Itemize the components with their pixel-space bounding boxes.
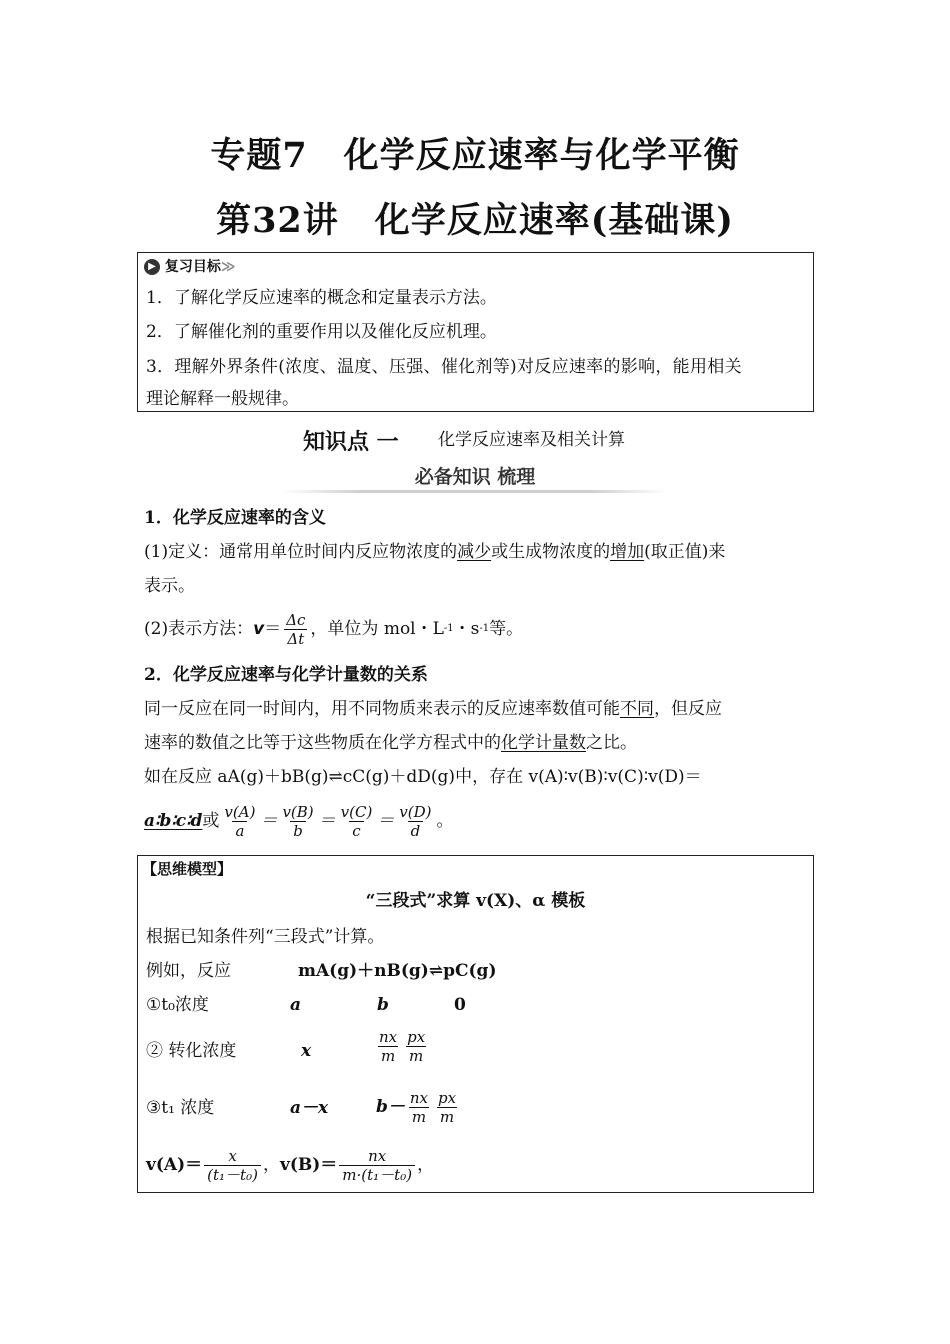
- fraction-numerator: Δc: [286, 610, 306, 629]
- knowledge-point-title: 化学反应速率及相关计算: [438, 430, 625, 450]
- s2-line1-prefix: 同一反应在同一时间内，用不同物质来表示的反应速率数值可能: [144, 699, 620, 719]
- frac-num: v(A): [224, 802, 256, 821]
- def-suffix: (取正值)来: [644, 542, 726, 562]
- model-title: “三段式”求算 v(X)、α 模板: [365, 891, 586, 911]
- frac-num: v(C): [340, 802, 373, 821]
- double-chevron-icon: ≫: [220, 259, 236, 275]
- s2-line1-suffix: ，但反应: [654, 699, 722, 719]
- row2-b: [374, 1028, 430, 1065]
- def-blank-increase: 增加: [610, 542, 645, 562]
- frac-den: a: [232, 821, 247, 840]
- frac-den: m·(t₁－t₀): [339, 1165, 415, 1184]
- section2-line-2: [144, 731, 637, 755]
- row3-label: ③t₁ 浓度: [146, 1098, 215, 1118]
- frac-den: m: [406, 1046, 426, 1065]
- equals-sign: ＝: [264, 619, 282, 639]
- frac-den: m: [437, 1107, 457, 1126]
- review-item-1: 1．了解化学反应速率的概念和定量表示方法。: [146, 288, 497, 308]
- frac-den: (t₁－t₀): [204, 1165, 261, 1184]
- definition-line: [144, 540, 725, 564]
- frac-equals: ＝: [377, 811, 395, 831]
- row1-label: ①t₀浓度: [146, 995, 209, 1015]
- lesson-title: 第32讲 化学反应速率(基础课): [216, 200, 734, 241]
- section2-line-1: [144, 697, 722, 721]
- frac-num: nx: [368, 1146, 387, 1165]
- example-equation: mA(g)＋nB(g)⇌pC(g): [298, 961, 497, 981]
- row1-a: a: [290, 995, 302, 1015]
- frac-den: c: [349, 821, 363, 840]
- s2-line2-prefix: 速率的数值之比等于这些物质在化学方程式中的: [144, 733, 501, 753]
- s2-blank-different: 不同: [620, 699, 654, 719]
- thinking-model-box: [137, 855, 814, 1193]
- vB-fraction: [339, 1147, 415, 1184]
- ratio-end: 。: [436, 811, 454, 831]
- vA-label: v(A)＝: [146, 1155, 203, 1175]
- def-prefix: (1)定义：通常用单位时间内反应物浓度的: [144, 542, 458, 562]
- frac-equals: ＝: [260, 811, 278, 831]
- row2-b-fraction: [376, 1028, 400, 1065]
- fraction-vA-a: [221, 803, 258, 840]
- rate-symbol: v: [253, 619, 265, 639]
- frac-num: nx: [409, 1088, 429, 1107]
- section2-heading: 2．化学反应速率与化学计量数的关系: [144, 665, 428, 685]
- vB-label: v(B)＝: [279, 1155, 338, 1175]
- frac-num: v(B): [282, 802, 314, 821]
- review-item-3-cont: 理论解释一般规律。: [146, 389, 299, 409]
- review-label-text: 复习目标: [164, 259, 221, 275]
- row1-c: 0: [454, 995, 466, 1015]
- fraction-denominator: Δt: [284, 629, 307, 648]
- frac-num: nx: [379, 1028, 398, 1046]
- review-item-2: 2．了解催化剂的重要作用以及催化反应机理。: [146, 322, 497, 342]
- rate-fraction: [283, 611, 308, 648]
- fraction-vD-d: [396, 803, 434, 840]
- frac-den: b: [290, 821, 306, 840]
- s2-blank-coefficients: 化学计量数: [501, 733, 586, 753]
- model-label: 【思维模型】: [142, 860, 233, 878]
- reaction-equation-line: 如在反应 aA(g)＋bB(g)⇌cC(g)＋dD(g)中，存在 v(A)∶v(B)∶v(C)∶v(D)＝: [144, 767, 702, 787]
- definition-line-2: 表示。: [144, 576, 195, 596]
- row3-b: [376, 1085, 461, 1129]
- example-label: 例如，反应: [146, 961, 231, 981]
- knowledge-point-label: 知识点 一: [303, 430, 399, 455]
- row2-c-fraction: [404, 1028, 428, 1065]
- row2-label: ② 转化浓度: [146, 1041, 237, 1061]
- section1-heading: 1．化学反应速率的含义: [144, 508, 326, 528]
- frac-num: px: [438, 1088, 457, 1107]
- def-blank-decrease: 减少: [457, 542, 492, 562]
- review-label: [144, 256, 236, 276]
- row3-a: a－x: [290, 1098, 329, 1118]
- frac-den: d: [408, 821, 424, 840]
- review-item-3: 3．理解外界条件(浓度、温度、压强、催化剂等)对反应速率的影响，能用相关: [146, 357, 742, 377]
- divider: [282, 490, 668, 493]
- row1-b: b: [377, 995, 389, 1015]
- row3-b-prefix: b－: [376, 1097, 405, 1117]
- row3-c-fraction: [435, 1089, 459, 1126]
- method-prefix: (2)表示方法：: [144, 619, 254, 639]
- frac-num: v(D): [399, 802, 432, 821]
- unit-end: 等。: [489, 619, 524, 639]
- frac-den: m: [409, 1107, 429, 1126]
- unit-mid: ・s: [453, 619, 480, 639]
- vA-fraction: [204, 1147, 261, 1184]
- rate-end: ，: [417, 1155, 435, 1175]
- unit-exponent-1: -1: [443, 623, 454, 634]
- section-subheading: 必备知识 梳理: [414, 466, 536, 488]
- rate-formula-line: [144, 607, 523, 651]
- separator: ，: [262, 1155, 280, 1175]
- s2-line2-suffix: 之比。: [586, 733, 637, 753]
- row3-b-fraction: [407, 1089, 431, 1126]
- model-intro: 根据已知条件列“三段式”计算。: [146, 927, 385, 947]
- play-icon: ▶: [144, 259, 160, 275]
- or-text: 或: [202, 811, 220, 831]
- ratio-blank: a∶b∶c∶d: [144, 811, 203, 831]
- topic-title: 专题7 化学反应速率与化学平衡: [210, 135, 740, 176]
- fraction-vB-b: [279, 803, 316, 840]
- frac-num: x: [228, 1146, 237, 1165]
- unit-text: ，单位为 mol・L: [310, 619, 444, 639]
- ratio-line: [144, 798, 454, 844]
- fraction-vC-c: [338, 803, 376, 840]
- row2-a: x: [301, 1041, 312, 1061]
- review-objectives-box: [137, 252, 814, 412]
- frac-num: px: [407, 1028, 426, 1046]
- unit-exponent-2: -1: [479, 623, 490, 634]
- rate-expressions: [146, 1142, 434, 1188]
- frac-equals: ＝: [318, 811, 336, 831]
- frac-den: m: [378, 1046, 398, 1065]
- def-mid: 或生成物浓度的: [491, 542, 611, 562]
